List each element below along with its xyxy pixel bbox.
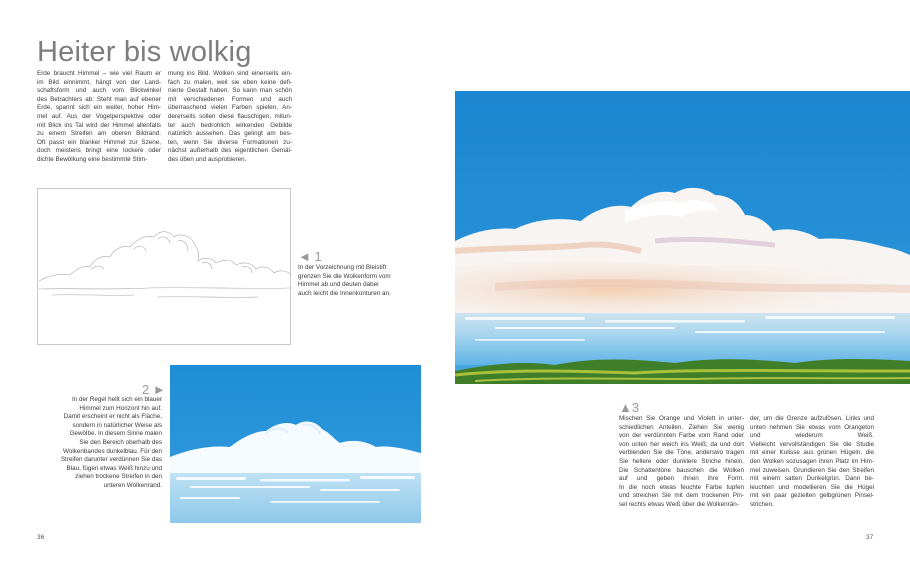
step-2-caption <box>37 396 162 491</box>
step-3-marker: ▲3 <box>619 400 640 415</box>
text-line: Sie den Bereich oberhalb des <box>79 438 162 446</box>
text-line: mit ein paar gezielten gelbgrünen Pinsel- <box>750 492 874 500</box>
text-line: im Bild einnimmt, hängt von der Land- <box>37 78 161 86</box>
text-line: Die Schattentöne bauschen die Wolken <box>619 466 744 474</box>
text-line: Wolkenbandes dunkelblau. Für den <box>63 447 162 455</box>
text-line: verblenden Sie die Töne, anderswo tragen <box>619 449 744 457</box>
text-line: des üben und ausprobieren. <box>168 155 247 163</box>
text-line: von der verdünnten Farbe vom Rand oder <box>619 432 744 440</box>
text-line: von unten her weich ins Weiß; da und dort <box>619 440 744 448</box>
text-line: unteren Wolkenrand. <box>103 481 162 489</box>
text-line: ziehen trockene Streifen in den <box>75 473 162 481</box>
text-line: der, um die Grenze aufzulösen. Links und <box>750 415 874 422</box>
text-line: überraschend vielen Farben spielen. An- <box>168 104 292 112</box>
pencil-sketch-illustration <box>37 188 291 345</box>
text-line: Erde braucht Himmel – wie viel Raum er <box>37 70 161 77</box>
text-line: Blau, fügen etwas Weiß hinzu und <box>66 464 162 472</box>
text-line: schaftsform und auch vom Blickwinkel <box>37 87 161 95</box>
text-line: natürlich aussehen. Das gelingt am bes- <box>168 130 292 138</box>
text-line: In der Vorzeichnung mit Bleistift <box>298 264 387 271</box>
page-title: Heiter bis wolkig <box>37 36 252 68</box>
blue-sky-underpainting <box>170 365 421 523</box>
text-line: auf und geben ihnen ihre Form. <box>619 475 744 483</box>
intro-column-1 <box>37 70 161 165</box>
intro-column-2 <box>168 70 292 165</box>
text-line: mit einem satten Dunkelgrün. Dann be- <box>750 475 874 483</box>
step-1-marker: ◄ 1 <box>298 249 322 264</box>
text-line: auch leicht die Innenkonturen an. <box>298 289 391 297</box>
text-line: Gewölbe. In diesem Sinne malen <box>69 430 162 438</box>
text-line: In der Regel hellt sich ein blauer <box>72 396 162 403</box>
text-line: fach zu malen, weil sie eben keine defi- <box>168 78 292 86</box>
sky-painting-stage-2 <box>170 365 421 523</box>
text-line: dichte Bewölkung eine bestimmte Stim- <box>37 155 148 163</box>
text-line: doch meistens bringt eine lockere oder <box>37 147 161 155</box>
text-line: Oft passt ein blanker Himmel zur Szene, <box>37 138 161 146</box>
page-number-right: 37 <box>866 534 874 541</box>
text-line: Streifen darunter verdünnen Sie das <box>60 456 162 464</box>
text-line: sondern in natürlicher Weise als <box>72 421 162 429</box>
sky-painting-stage-3 <box>455 91 910 384</box>
text-line: mit verschiedenen Formen und auch <box>168 95 292 103</box>
step-3-text-column-2 <box>750 415 874 510</box>
text-line: Himmel ab und deuten dabei <box>298 281 379 289</box>
text-line: grenzen Sie die Wolkenform vom <box>298 272 391 280</box>
text-line: und wiederum Weiß. <box>750 432 874 440</box>
text-line: und streichen Sie mit dem trockenen Pin- <box>619 492 744 500</box>
text-line: mung ins Bild. Wolken sind einerseits ein- <box>168 70 292 77</box>
text-line: nächst außerhalb des eigentlichen Gemäl- <box>168 147 292 155</box>
text-line: unten nehmen Sie etwas vom Orangeton <box>750 423 874 431</box>
text-line: ten, wenn Sie diverse Formationen zu- <box>168 138 292 146</box>
text-line: schiedlichen Anteilen. Ziehen Sie wenig <box>619 423 744 431</box>
text-line: dererseits sollen diese flauschigen, mitun- <box>168 112 292 120</box>
text-line: zu einem Streifen am oberen Bildrand. <box>37 130 161 138</box>
text-line: In die noch etwas feuchte Farbe tupfen <box>619 483 744 491</box>
step-1-caption <box>298 264 418 298</box>
text-line: mit Blick ins Tal wird der Himmel allenfalls <box>37 121 161 129</box>
text-line: Sie hellere oder dunklere Striche hinein. <box>619 457 744 465</box>
text-line: den Wolken sozusagen ihren Platz im Him- <box>750 457 874 465</box>
text-line: mel auf. Aus der Vogelperspektive oder <box>37 112 161 120</box>
text-line: leuchten und modellieren Sie die Hügel <box>750 483 874 491</box>
cloud-outline-drawing <box>38 189 292 346</box>
step-3-text-column-1 <box>619 415 744 510</box>
text-line: nierte Gestalt haben. So kann man schön <box>168 87 292 95</box>
text-line: Vielleicht vervollständigen Sie die Studie <box>750 440 874 448</box>
text-line: mel zuweisen. Grundieren Sie den Streifen <box>750 466 874 474</box>
text-line: strichen. <box>750 500 774 508</box>
text-line: sel rechts etwas Weiß über die Wolkenrän- <box>619 500 739 508</box>
text-line: Damit erscheint er nicht als Fläche, <box>63 413 162 421</box>
page-number-left: 36 <box>37 534 45 541</box>
step-2-marker: 2 ► <box>142 382 166 397</box>
text-line: Mischen Sie Orange und Violett in unter- <box>619 415 744 422</box>
text-line: des Betrachters ab: Steht man auf ebener <box>37 95 161 103</box>
text-line: ter auch bedrohlich wirkenden Gebilde <box>168 121 292 129</box>
text-line: mit einer Kulisse aus grünen Hügeln, die <box>750 449 874 457</box>
finished-cloud-painting <box>455 91 910 384</box>
text-line: Erde, spannt sich ein weiter, hoher Him- <box>37 104 161 112</box>
text-line: Himmel zum Horizont hin auf. <box>79 404 162 412</box>
